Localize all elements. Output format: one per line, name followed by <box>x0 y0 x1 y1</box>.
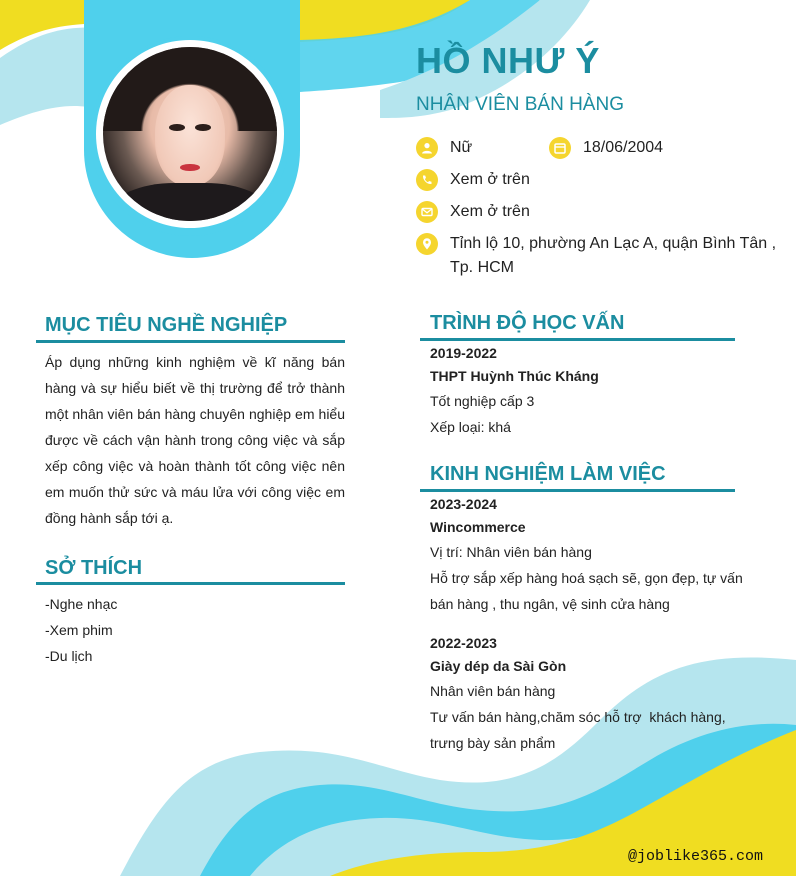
user-icon <box>416 137 438 159</box>
email-info <box>416 200 530 224</box>
phone-icon <box>416 169 438 191</box>
education-school: THPT Huỳnh Thúc Kháng <box>430 368 599 384</box>
experience-title: KINH NGHIỆM LÀM VIỆC <box>430 463 666 485</box>
job-description: trưng bày sản phẩm <box>430 735 556 751</box>
job-description: Tư vấn bán hàng,chăm sóc hỗ trợ khách hàng, <box>430 709 726 725</box>
address-line-2: Tp. HCM <box>450 259 514 276</box>
job-period: 2023-2024 <box>430 496 497 512</box>
education-detail: Tốt nghiệp cấp 3 <box>430 393 535 409</box>
calendar-icon <box>549 137 571 159</box>
candidate-name: HỒ NHƯ Ý <box>416 40 600 81</box>
birthday-value: 18/06/2004 <box>583 139 664 156</box>
hobbies-title: SỞ THÍCH <box>45 557 143 579</box>
objective-divider <box>36 340 345 343</box>
job-description: Hỗ trợ sắp xếp hàng hoá sạch sẽ, gọn đẹp, tự vấn <box>430 570 743 586</box>
education-divider <box>420 338 735 341</box>
hobby-item: -Xem phim <box>45 622 113 638</box>
profile-photo-frame <box>96 40 284 228</box>
job-period: 2022-2023 <box>430 635 497 651</box>
hobby-item: -Nghe nhạc <box>45 596 118 612</box>
mail-icon <box>416 201 438 223</box>
watermark: @joblike365.com <box>628 848 764 865</box>
profile-photo <box>103 47 277 221</box>
job-position: Nhân viên bán hàng <box>430 683 556 699</box>
education-period: 2019-2022 <box>430 345 497 361</box>
phone-value: Xem ở trên <box>450 171 530 188</box>
address-line-1: Tỉnh lộ 10, phường An Lạc A, quận Bình Tân , <box>450 235 777 252</box>
objective-text: Áp dụng những kinh nghiệm về kĩ năng bán hàng và sự hiểu biết về thị trường để trở thành một nhân viên bán hàng chuyên nghiệp em hiểu được về cách vận hành trong công việc và sắp xếp công việc và hoàn thành tốt công việc nên em muốn thử sức và máu lửa với công việc em đồng hành sắp tới ạ. <box>45 354 345 526</box>
hobbies-divider <box>36 582 345 585</box>
address-info <box>416 232 776 280</box>
gender-value: Nữ <box>450 139 473 156</box>
education-title: TRÌNH ĐỘ HỌC VẤN <box>430 312 625 334</box>
education-detail: Xếp loại: khá <box>430 419 511 435</box>
email-value: Xem ở trên <box>450 203 530 220</box>
experience-divider <box>420 489 735 492</box>
candidate-role: NHÂN VIÊN BÁN HÀNG <box>416 94 624 115</box>
hobby-item: -Du lịch <box>45 648 93 664</box>
birthday-info <box>549 136 663 160</box>
job-description: bán hàng , thu ngân, vệ sinh cửa hàng <box>430 596 670 612</box>
gender-info <box>416 136 472 160</box>
job-company: Wincommerce <box>430 519 526 535</box>
phone-info <box>416 168 530 192</box>
job-company: Giày dép da Sài Gòn <box>430 658 567 674</box>
objective-title: MỤC TIÊU NGHỀ NGHIỆP <box>45 314 288 336</box>
location-icon <box>416 233 438 255</box>
job-position: Vị trí: Nhân viên bán hàng <box>430 544 592 560</box>
